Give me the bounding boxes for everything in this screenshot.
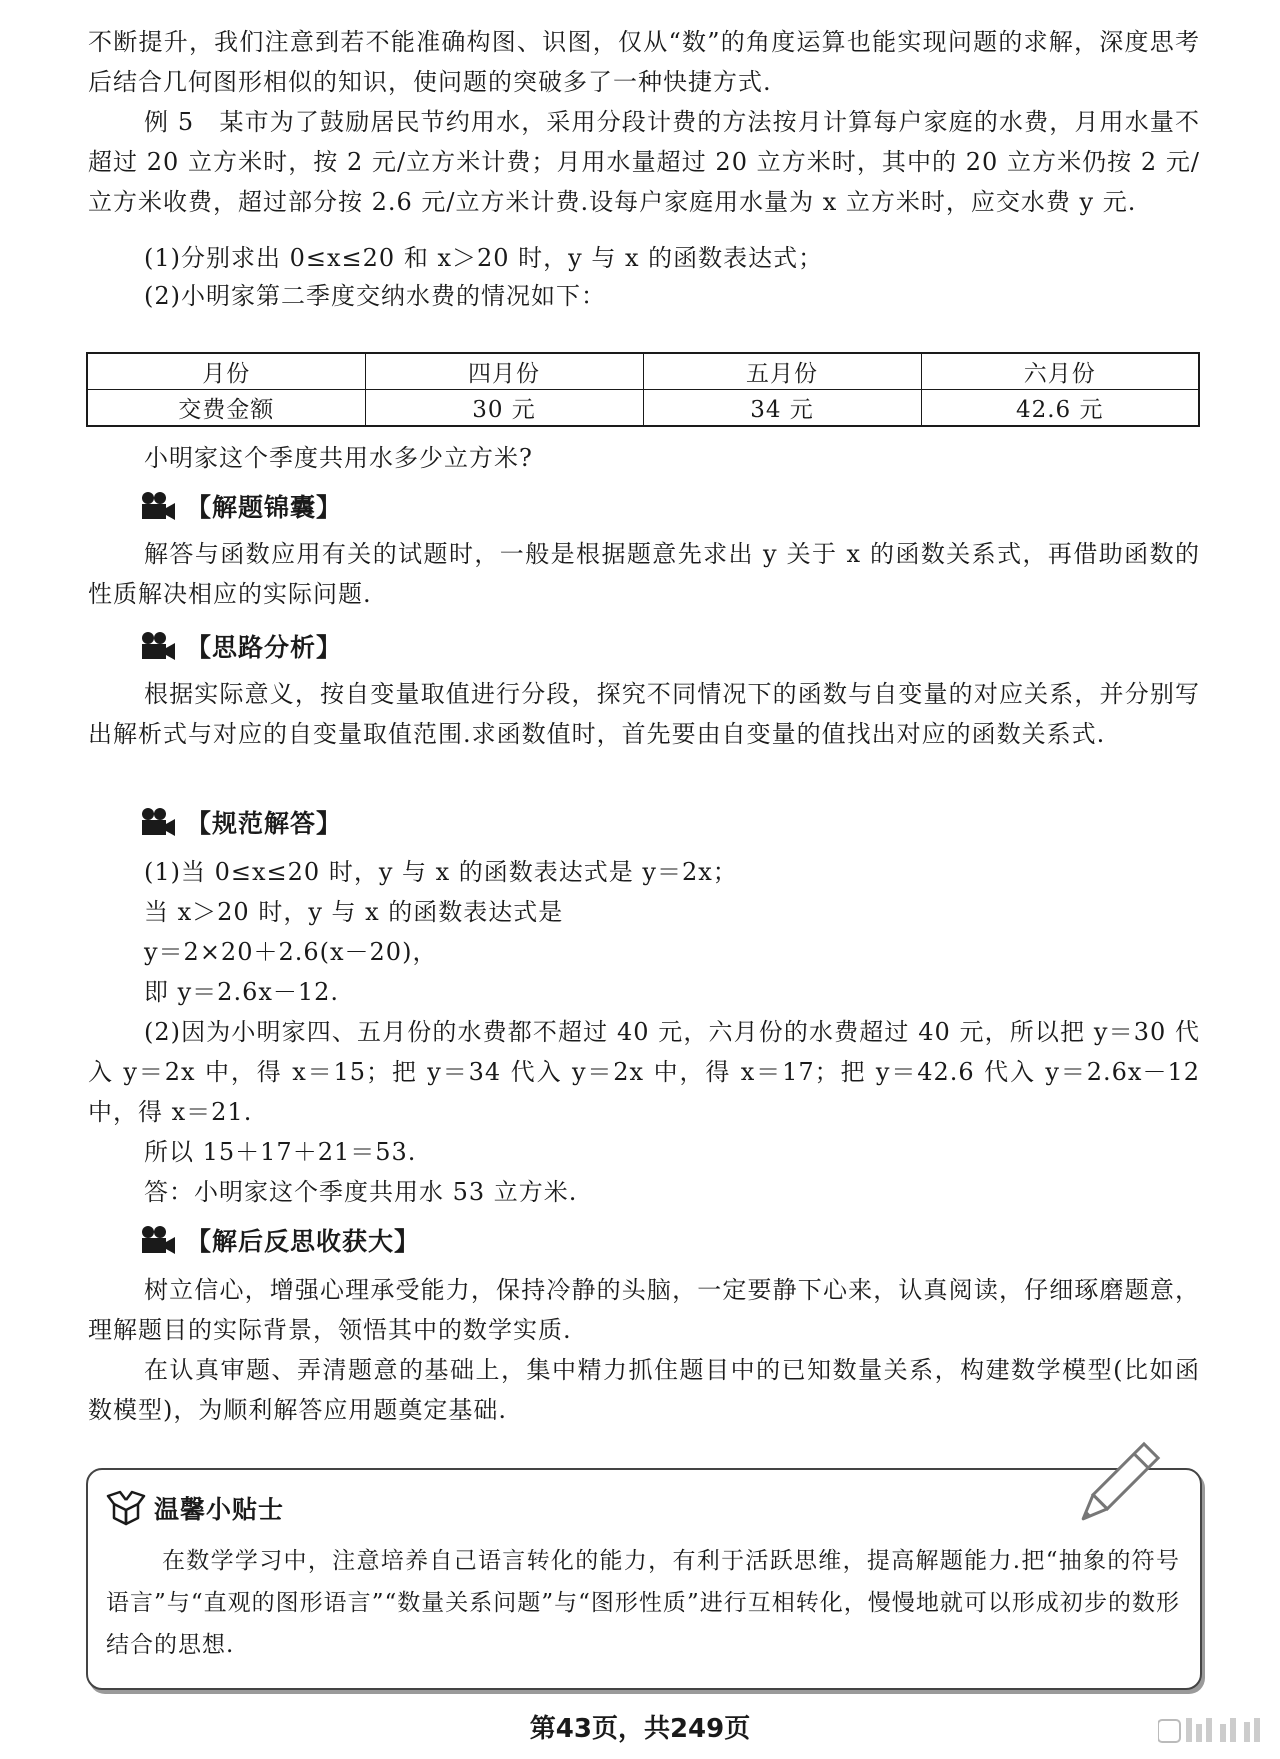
table-cell: 四月份 xyxy=(365,353,643,390)
question-1: (1)分别求出 0≤x≤20 和 x＞20 时，y 与 x 的函数表达式； xyxy=(144,244,824,272)
table-cell: 六月份 xyxy=(921,353,1199,390)
section-solution-heading xyxy=(140,800,342,844)
section-analysis-heading xyxy=(140,624,342,668)
solution-line: (1)当 0≤x≤20 时，y 与 x 的函数表达式是 y＝2x； xyxy=(144,858,738,886)
reflect-paragraph-1: 树立信心，增强心理承受能力，保持冷静的头脑，一定要静下心来，认真阅读，仔细琢磨题意，理解题目的实际背景，领悟其中的数学实质. xyxy=(88,1276,1200,1344)
table-cell: 30 元 xyxy=(365,390,643,427)
table-header-row xyxy=(87,353,1199,390)
solution-answer: 答：小明家这个季度共用水 53 立方米. xyxy=(144,1178,578,1206)
solution-part-2: (2)因为小明家四、五月份的水费都不超过 40 元，六月份的水费超过 40 元，所以把 y＝30 代入 y＝2x 中，得 x＝15；把 y＝34 代入 y＝2x 中，得 x＝17；把 y＝42.6 代入 y＝2.6x－12 中，得 x＝21. xyxy=(88,1018,1200,1126)
table-cell: 交费金额 xyxy=(87,390,365,427)
tip-box-text: 在数学学习中，注意培养自己语言转化的能力，有利于活跃思维，提高解题能力.把“抽象的符号语言”与“直观的图形语言”“数量关系问题”与“图形性质”进行互相转化，慢慢地就可以形成初步的数形结合的思想. xyxy=(106,1548,1180,1658)
pencil-icon xyxy=(1060,1432,1170,1542)
table-cell: 34 元 xyxy=(643,390,921,427)
section-reflect-heading xyxy=(140,1218,420,1262)
movie-camera-icon xyxy=(140,807,176,837)
solution-line: 当 x＞20 时，y 与 x 的函数表达式是 xyxy=(144,898,564,926)
example-5-text: 例 5 某市为了鼓励居民节约用水，采用分段计费的方法按月计算每户家庭的水费，月用水量不超过 20 立方米时，按 2 元/立方米计费；月用水量超过 20 立方米时，其中的 20 立方米仍按 2 元/立方米收费，超过部分按 2.6 元/立方米计费.设每户家庭用水量为 x 立方米时，应交水费 y 元. xyxy=(88,108,1200,216)
table-cell: 42.6 元 xyxy=(921,390,1199,427)
reflect-paragraph-2: 在认真审题、弄清题意的基础上，集中精力抓住题目中的已知数量关系，构建数学模型(比如函数模型)，为顺利解答应用题奠定基础. xyxy=(88,1356,1200,1424)
open-box-icon xyxy=(106,1490,146,1526)
table-cell: 月份 xyxy=(87,353,365,390)
movie-camera-icon xyxy=(140,631,176,661)
solution-sum: 所以 15＋17＋21＝53. xyxy=(144,1138,417,1166)
movie-camera-icon xyxy=(140,1225,176,1255)
question-2: (2)小明家第二季度交纳水费的情况如下： xyxy=(144,282,606,310)
section-tips-heading xyxy=(140,484,342,528)
solution-line: y＝2×20＋2.6(x－20)， xyxy=(144,938,438,966)
section-title: 【解后反思收获大】 xyxy=(186,1227,421,1256)
question-text: 小明家这个季度共用水多少立方米? xyxy=(144,444,533,472)
tip-box-title: 温馨小贴士 xyxy=(154,1495,285,1524)
table-cell: 五月份 xyxy=(643,353,921,390)
tip-box xyxy=(86,1468,1202,1690)
movie-camera-icon xyxy=(140,491,176,521)
page-number-footer: 第43页，共249页 xyxy=(529,1714,751,1744)
water-fee-table xyxy=(86,352,1200,427)
watermark-bars-icon xyxy=(1158,1716,1268,1746)
section-title: 【规范解答】 xyxy=(186,809,343,838)
tip-box-heading xyxy=(106,1488,284,1528)
intro-paragraph: 不断提升，我们注意到若不能准确构图、识图，仅从“数”的角度运算也能实现问题的求解，深度思考后结合几何图形相似的知识，使问题的突破多了一种快捷方式. xyxy=(88,28,1200,96)
section-title: 【思路分析】 xyxy=(186,633,343,662)
table-row xyxy=(87,390,1199,427)
solution-line: 即 y＝2.6x－12. xyxy=(144,978,340,1006)
section-title: 【解题锦囊】 xyxy=(186,493,343,522)
tips-paragraph: 解答与函数应用有关的试题时，一般是根据题意先求出 y 关于 x 的函数关系式，再借助函数的性质解决相应的实际问题. xyxy=(88,540,1200,608)
analysis-paragraph: 根据实际意义，按自变量取值进行分段，探究不同情况下的函数与自变量的对应关系，并分别写出解析式与对应的自变量取值范围.求函数值时，首先要由自变量的值找出对应的函数关系式. xyxy=(88,680,1200,748)
